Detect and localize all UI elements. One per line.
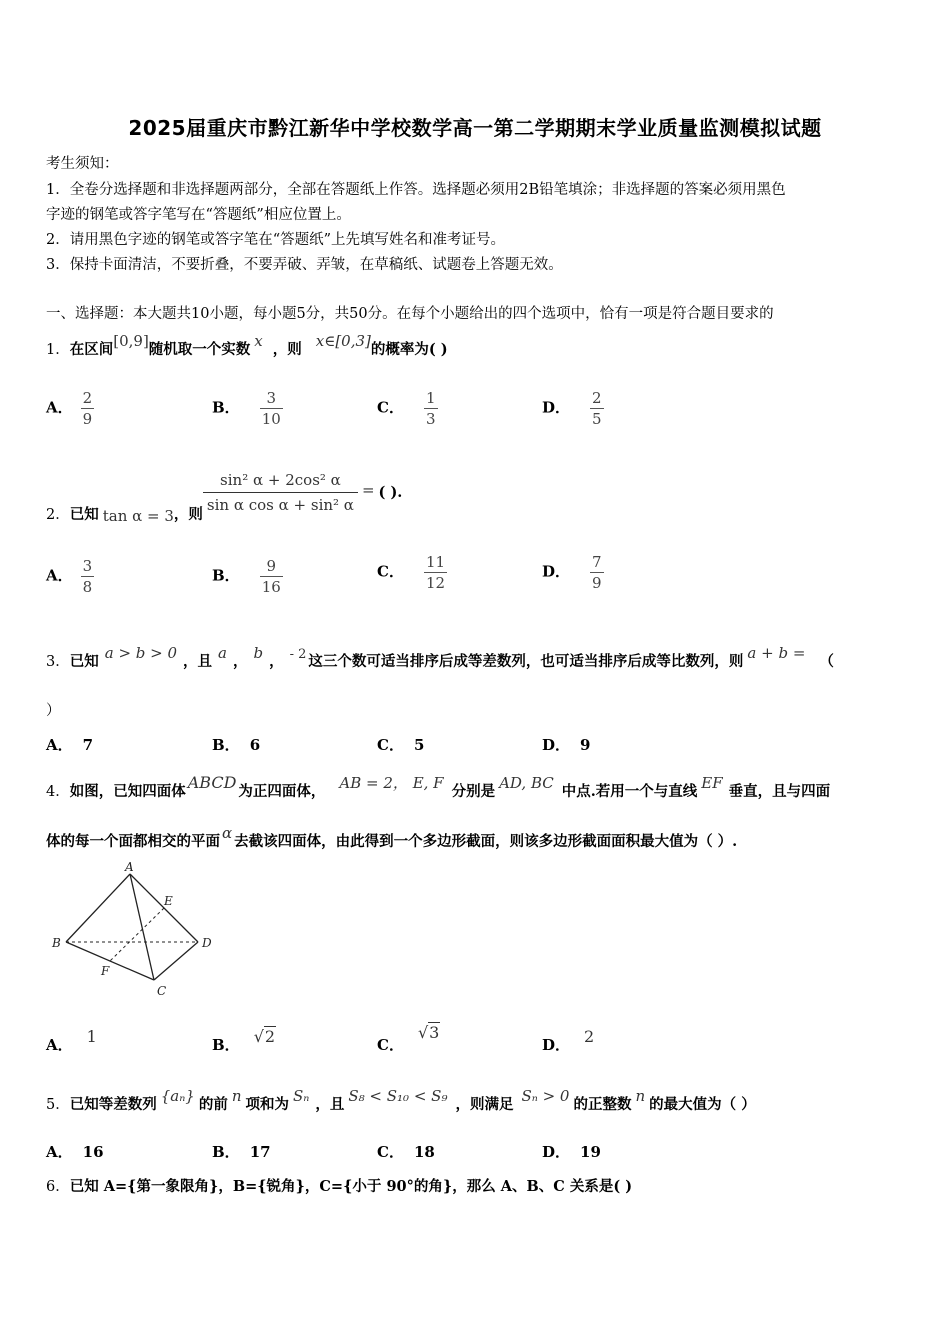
math-tetrahedron: ABCD: [187, 773, 237, 792]
question-number: 6．: [46, 1179, 70, 1195]
segment-ef: [110, 908, 164, 961]
math-inequality: S₈ < S₁₀ < S₉: [348, 1087, 448, 1105]
fraction: $\frac{7}{9}$: [592, 553, 602, 592]
math-line: EF: [701, 774, 723, 792]
math-var: x: [254, 332, 263, 350]
notice-item: 3．保持卡面清洁，不要折叠，不要弄破、弄皱，在草稿纸、试题卷上答题无效。: [46, 257, 563, 273]
fraction: $\frac{9}{16}$: [261, 557, 281, 596]
notice-item: 2．请用黑色字迹的钢笔或答字笔在“答题纸”上先填写姓名和准考证号。: [46, 232, 506, 248]
edge-cd: [154, 942, 198, 980]
option-c[interactable]: C． 5: [377, 736, 425, 754]
option-d[interactable]: D． 19: [542, 1143, 601, 1161]
math-condition: Sₙ > 0: [521, 1087, 570, 1105]
question-3: 3．已知 a > b > 0 ，且 a ， b ， - 2 这三个数可适当排序后成等差数列，也可适当排序后成等比数列，则 a + b = （: [46, 644, 834, 670]
option-a[interactable]: A． $\frac{3}{8}$: [46, 557, 93, 596]
trig-fraction: $\frac{\text{sin² α + 2cos² α}}{\text{sin α cos α + sin² α}}$: [203, 468, 358, 517]
page-title: 2025届重庆市黔江新华中学校数学高一第二学期期末学业质量监测模拟试题: [128, 116, 822, 140]
option-b[interactable]: B． 17: [212, 1143, 271, 1161]
label-d: D: [202, 936, 212, 950]
edge-ac: [130, 874, 154, 980]
question-4-line2: 体的每一个面都相交的平面 α 去截该四面体，由此得到一个多边形截面，则该多边形截面面积最大值为（ ）.: [46, 824, 738, 850]
sqrt-expression: √2: [253, 1027, 276, 1046]
math-given: AB = 2， E, F: [339, 774, 444, 792]
math-given: tan α = 3: [102, 506, 174, 525]
question-number: 2．: [46, 506, 70, 523]
section-heading: 一、选择题：本大题共10小题，每小题5分，共50分。在每个小题给出的四个选项中，恰有一项是符合题目要求的: [46, 306, 774, 322]
question-number: 5．: [46, 1097, 70, 1113]
edge-ab: [66, 874, 130, 942]
option-d[interactable]: D． $\frac{7}{9}$: [542, 553, 602, 592]
question-6: 6．已知 A={第一象限角}，B={锐角}，C={小于 90°的角}，那么 A、B、C 关系是( ): [46, 1178, 633, 1195]
math-expression: a + b =: [747, 644, 806, 662]
option-c[interactable]: C． 18: [377, 1143, 435, 1161]
option-a[interactable]: A． 7: [46, 736, 94, 754]
question-5: 5．已知等差数列 {aₙ} 的前 n 项和为 Sₙ ，且 S₈ < S₁₀ < S₉ ，则满足 Sₙ > 0 的正整数 n 的最大值为（ ）: [46, 1087, 756, 1113]
option-d[interactable]: D． 9: [542, 736, 591, 754]
math-edges: AD, BC: [499, 774, 554, 792]
math-plane: α: [222, 824, 233, 842]
question-4: 4．如图，已知四面体 ABCD 为正四面体， AB = 2， E, F 分别是 AD, BC 中点.若用一个与直线 EF 垂直，且与四面: [46, 773, 831, 800]
question-number: 4．: [46, 784, 70, 800]
option-d[interactable]: D． $\frac{2}{5}$: [542, 389, 602, 428]
question-3-close: ）: [46, 703, 61, 719]
option-b[interactable]: B． $\frac{3}{10}$: [212, 389, 281, 428]
fraction: $\frac{11}{12}$: [425, 553, 446, 592]
notice-item: 1．全卷分选择题和非选择题两部分，全部在答题纸上作答。选择题必须用2B铅笔填涂；非选择题的答案必须用黑色: [46, 182, 786, 198]
math-interval: [0,9]: [113, 332, 149, 350]
label-b: B: [52, 936, 61, 950]
fraction: $\frac{2}{9}$: [82, 389, 93, 428]
option-b[interactable]: B． 6: [212, 736, 261, 754]
option-a[interactable]: A． 16: [46, 1143, 104, 1161]
notice-item: 字迹的钢笔或答字笔写在“答题纸”相应位置上。: [46, 207, 351, 223]
option-a[interactable]: A． 1: [46, 1027, 97, 1054]
option-c[interactable]: C． $\frac{1}{3}$: [377, 389, 436, 428]
question-number: 1．: [46, 342, 70, 358]
question-1: 1．在区间[0,9]随机取一个实数 x ，则 x∈[0,3]的概率为( ): [46, 332, 448, 358]
fraction: $\frac{2}{5}$: [592, 389, 602, 428]
question-2: 2．已知 tan α = 3，则 $\frac{\text{sin² α + 2cos² α}}{\text{sin α cos α + sin² α}}$ = ( ).: [46, 468, 402, 517]
option-c[interactable]: C． $\frac{11}{12}$: [377, 553, 446, 592]
math-inequality: a > b > 0: [104, 644, 178, 662]
label-a: A: [125, 860, 134, 874]
fraction: $\frac{1}{3}$: [425, 389, 436, 428]
option-a[interactable]: A． $\frac{2}{9}$: [46, 389, 93, 428]
label-e: E: [164, 894, 173, 908]
edge-bc: [66, 942, 154, 980]
sqrt-expression: √3: [417, 1023, 440, 1042]
option-b[interactable]: B． $\frac{9}{16}$: [212, 557, 281, 596]
fraction: $\frac{3}{8}$: [82, 557, 93, 596]
question-number: 3．: [46, 654, 70, 670]
label-f: F: [101, 964, 110, 978]
math-condition: x∈[0,3]: [315, 332, 371, 350]
option-b[interactable]: B． √2: [212, 1027, 276, 1054]
notice-heading: 考生须知：: [46, 156, 119, 172]
option-d[interactable]: D． 2: [542, 1027, 595, 1054]
tetrahedron-figure: [46, 858, 226, 1004]
option-c[interactable]: C．√3: [377, 1023, 440, 1054]
math-sequence: {aₙ}: [160, 1087, 195, 1105]
label-c: C: [157, 984, 167, 998]
fraction: $\frac{3}{10}$: [261, 389, 281, 428]
